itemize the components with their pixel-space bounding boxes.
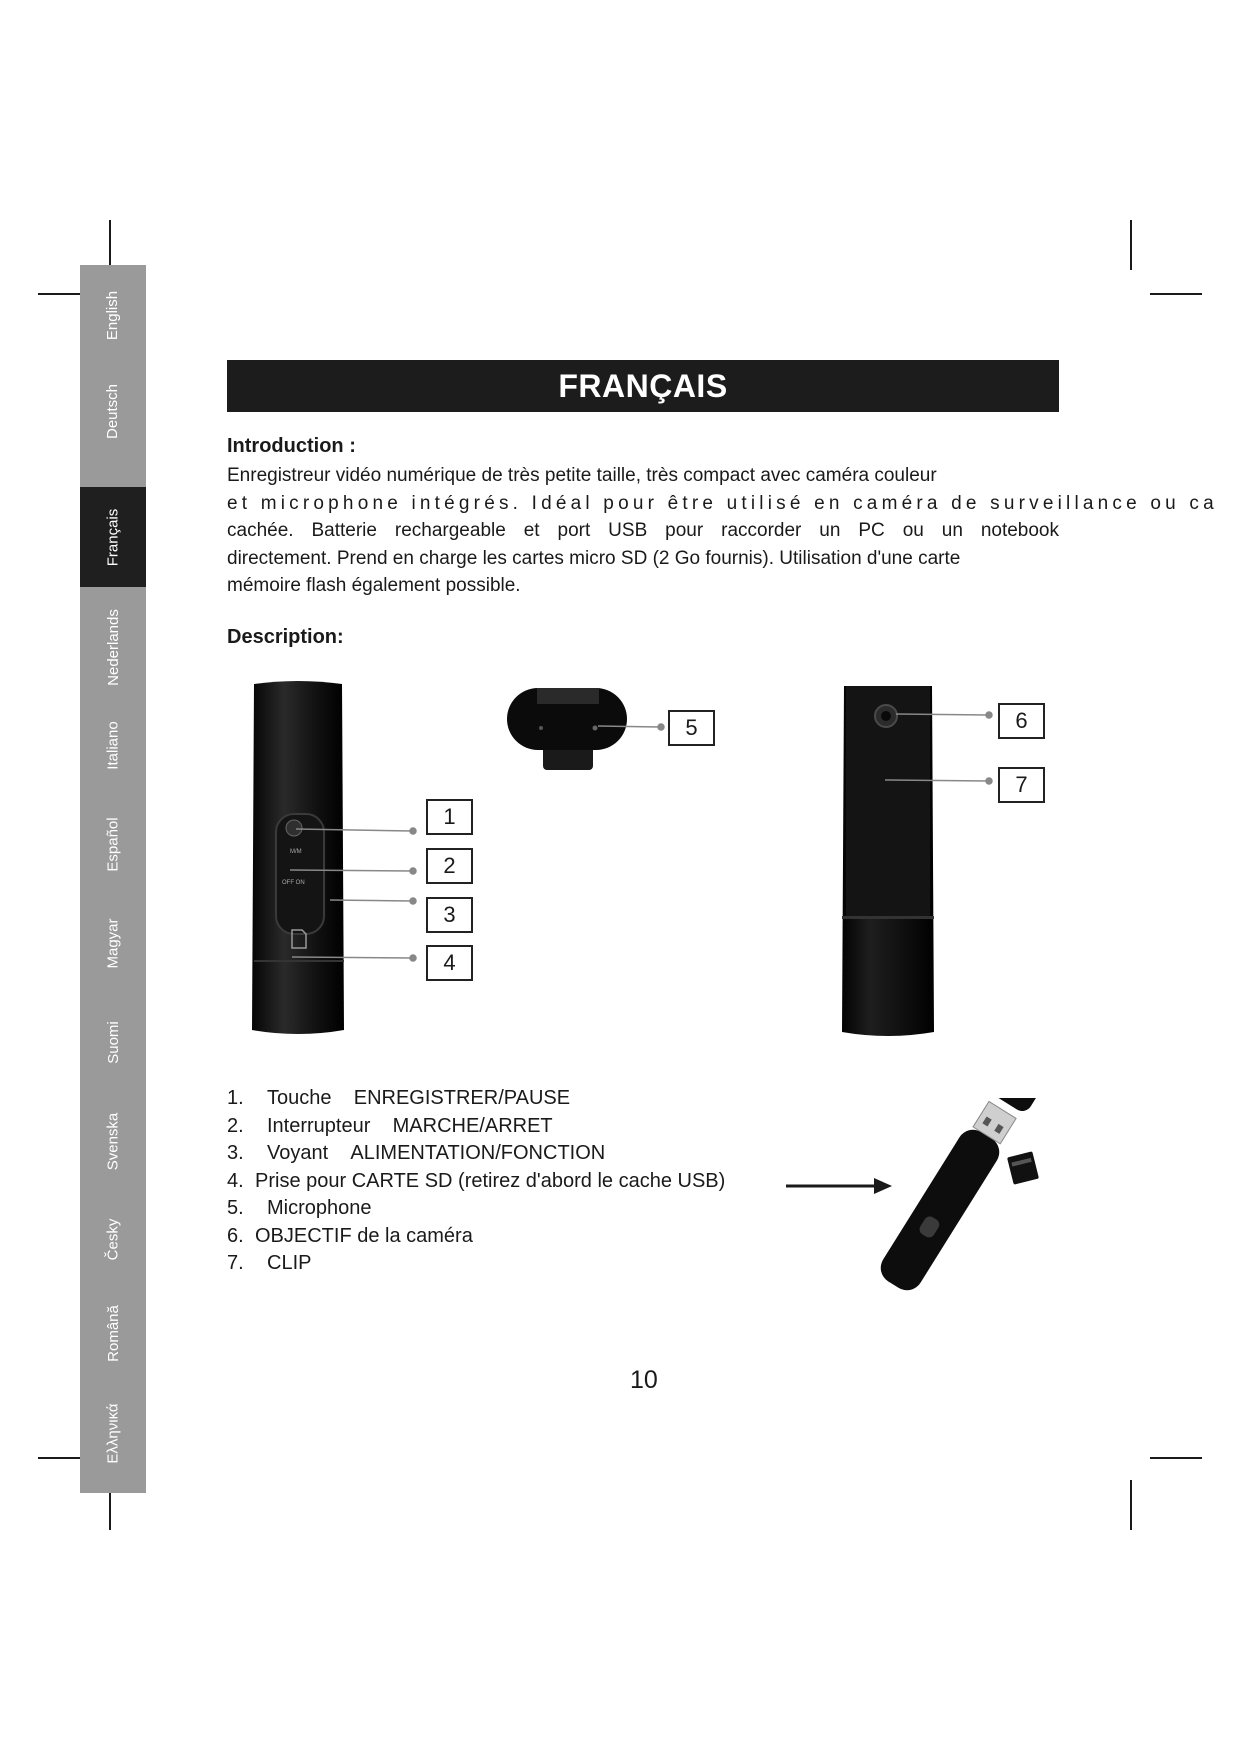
callout-2: 2 (426, 848, 473, 884)
item-name: OBJECTIF de la caméra (255, 1224, 473, 1247)
list-item (227, 1168, 725, 1196)
list-item (227, 1223, 725, 1251)
lang-label: Deutsch (104, 383, 122, 439)
item-number: 3. (227, 1142, 244, 1164)
lang-label: Svenska (104, 1112, 122, 1170)
callout-3: 3 (426, 897, 473, 933)
list-item (227, 1113, 725, 1141)
intro-line: Enregistreur vidéo numérique de très petite taille, très compact avec caméra couleur (227, 465, 937, 486)
item-number: 2. (227, 1114, 244, 1137)
lang-label: Română (104, 1304, 122, 1362)
lang-label: Nederlands (104, 608, 122, 686)
item-number: 1. (227, 1087, 244, 1109)
callout-7: 7 (998, 767, 1045, 803)
lang-label: English (104, 290, 122, 340)
lang-label: Español (104, 816, 122, 872)
rec-label: M/M (290, 849, 302, 855)
page-number: 10 (630, 1366, 658, 1394)
item-name: CLIP (267, 1252, 312, 1274)
item-name: Interrupteur (267, 1114, 371, 1137)
item-detail: ALIMENTATION/FONCTION (350, 1142, 606, 1164)
lang-label: Français (104, 508, 122, 566)
parts-list (227, 1085, 725, 1278)
item-name: Voyant (267, 1142, 329, 1164)
intro-line: mémoire flash également possible. (227, 575, 521, 596)
item-name: Prise pour CARTE SD (retirez d'abord le cache USB) (255, 1169, 726, 1192)
list-item (227, 1250, 725, 1278)
list-item (227, 1085, 725, 1113)
lang-label: Magyar (104, 917, 122, 969)
list-item (227, 1140, 725, 1168)
callout-5: 5 (668, 710, 715, 746)
item-number: 5. (227, 1197, 244, 1219)
switch-label: OFF ON (282, 880, 305, 886)
item-detail: ENREGISTRER/PAUSE (353, 1087, 571, 1109)
lang-label: Česky (104, 1218, 122, 1260)
page-title: FRANÇAIS (227, 360, 1059, 412)
lang-label: Italiano (104, 720, 122, 770)
callout-1: 1 (426, 799, 473, 835)
lang-label: Suomi (104, 1020, 122, 1064)
item-name: Microphone (267, 1197, 372, 1219)
intro-line: et microphone intégrés. Idéal pour être utilisé en caméra de surveillance ou ca (227, 492, 1218, 514)
description-heading: Description: (227, 626, 344, 648)
arrow-icon (786, 1178, 892, 1194)
callout-4: 4 (426, 945, 473, 981)
item-number: 6. (227, 1224, 244, 1247)
micro-sd-card-icon (1007, 1151, 1039, 1184)
usb-device-illustration (780, 1098, 1050, 1318)
intro-line: directement. Prend en charge les cartes micro SD (2 Go fournis). Utilisation d'une carte (227, 547, 961, 569)
list-item (227, 1195, 725, 1223)
item-name: Touche (267, 1087, 332, 1109)
introduction-heading: Introduction : (227, 435, 356, 457)
callout-6: 6 (998, 703, 1045, 739)
item-number: 7. (227, 1252, 244, 1274)
item-detail: MARCHE/ARRET (392, 1114, 553, 1137)
lang-label: Ελληνικά (104, 1402, 122, 1464)
item-number: 4. (227, 1169, 244, 1192)
intro-line: cachée. Batterie rechargeable et port USB pour raccorder un PC ou un notebook (227, 520, 1059, 541)
